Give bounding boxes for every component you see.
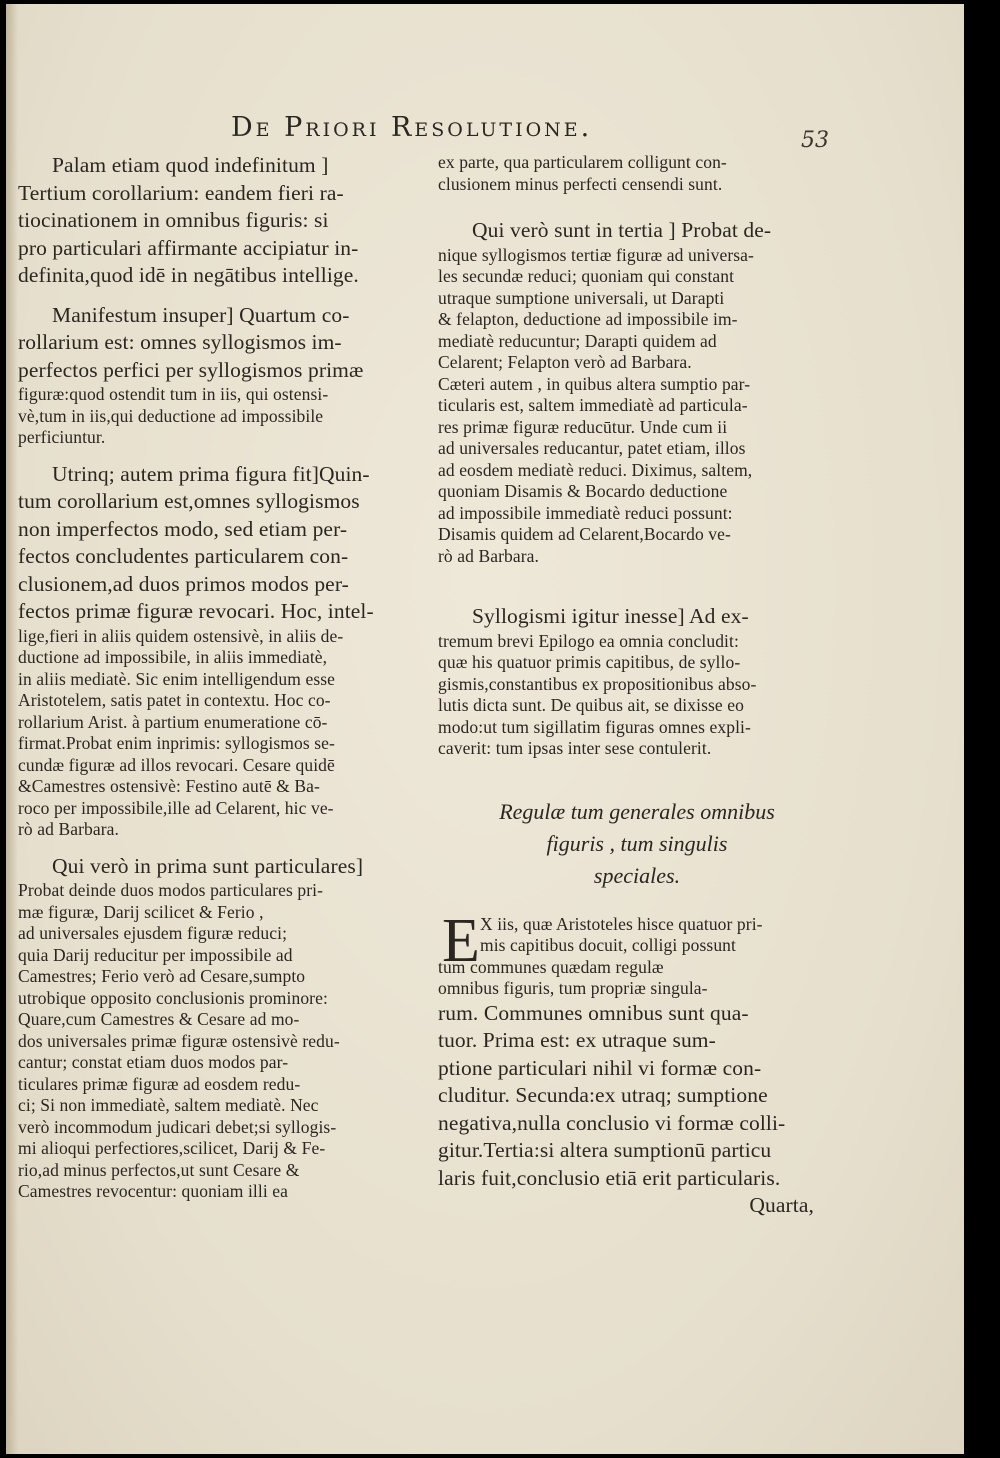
text-line: tiocinationem in omnibus figuris: si xyxy=(18,208,329,232)
text-line: ex parte, qua particularem colligunt con- xyxy=(438,152,727,172)
text-line: tuor. Prima est: ex utraque sum- xyxy=(438,1028,716,1052)
text-line: pro particulari affirmante accipiatur in- xyxy=(18,235,359,260)
text-line: non imperfectos modo, sed etiam per- xyxy=(18,516,348,541)
text-line: Camestres revocentur: quoniam illi ea xyxy=(18,1181,289,1201)
text-line: roco per impossibile,ille ad Celarent, hic ve- xyxy=(18,797,334,818)
paragraph-continuation xyxy=(438,152,836,195)
paragraph-third-figure xyxy=(438,217,836,567)
text-line: cundæ figuræ ad illos revocari. Cesare quidē xyxy=(18,754,335,775)
text-line: Disamis quidem ad Celarent,Bocardo ve- xyxy=(438,524,731,544)
heading-line: figuris , tum singulis xyxy=(546,830,728,856)
text-line: utraque sumptione universali, ut Darapti xyxy=(438,287,725,308)
text-line: mediatè reducuntur; Darapti quidem ad xyxy=(438,330,717,351)
text-line: ad eosdem mediatè reduci. Diximus, saltem, xyxy=(438,459,753,480)
text-line: perficiuntur. xyxy=(18,427,106,447)
text-line: Probat deinde duos modos particulares pri- xyxy=(18,880,324,900)
text-line: clusionem minus perfecti censendi sunt. xyxy=(438,173,723,194)
book-page xyxy=(6,4,964,1454)
text-line: X iis, quæ Aristoteles hisce quatuor pri- xyxy=(480,913,763,934)
text-line: omnibus figuris, tum propriæ singula- xyxy=(438,978,708,998)
heading-line: Regulæ tum generales omnibus xyxy=(499,798,775,824)
text-line: Quare,cum Camestres & Cesare ad mo- xyxy=(18,1009,300,1029)
section-heading xyxy=(438,796,836,892)
text-line: rollarium Arist. à partium enumeratione cō- xyxy=(18,711,328,732)
text-line: caverit: tum ipsas inter sese contulerit. xyxy=(438,738,712,758)
text-line: mi alioqui perfectiores,scilicet, Darij & Fe- xyxy=(18,1138,326,1158)
right-column xyxy=(438,152,836,1220)
page-gutter-shadow xyxy=(6,4,18,1454)
text-line: gitur.Tertia:si altera sumptionū particu xyxy=(438,1138,772,1162)
text-line: quoniam Disamis & Bocardo deductione xyxy=(438,481,728,501)
text-line: perfectos perfici per syllogismos primæ xyxy=(18,357,364,382)
text-line: tremum brevi Epilogo ea omnia concludit: xyxy=(438,630,739,651)
paragraph-rules xyxy=(438,906,836,1220)
text-line: & felapton, deductione ad impossibile im- xyxy=(438,309,738,329)
text-line: Cæteri autem , in quibus altera sumptio par- xyxy=(438,373,751,394)
text-line: dos universales primæ figuræ ostensivè redu- xyxy=(18,1030,340,1051)
text-line: clusionem,ad duos primos modos per- xyxy=(18,571,349,596)
text-line: firmat.Probat enim inprimis: syllogismos se- xyxy=(18,733,335,753)
text-line: rollarium est: omnes syllogismos im- xyxy=(18,330,342,354)
text-line: ductione ad impossibile, in aliis immediatè, xyxy=(18,647,328,667)
paragraph-particular-modes xyxy=(18,853,420,1203)
text-line: Syllogismi igitur inesse] Ad ex- xyxy=(472,604,749,628)
text-line: nique syllogismos tertiæ figuræ ad universa- xyxy=(438,244,754,265)
text-line: Camestres; Ferio verò ad Cesare,sumpto xyxy=(18,966,306,986)
catchword: Quarta, xyxy=(749,1193,814,1217)
drop-cap-initial: E xyxy=(442,906,480,975)
text-line: cantur; constat etiam duos modos par- xyxy=(18,1052,289,1072)
text-line: definita,quod idē in negātibus intellige. xyxy=(18,263,359,287)
text-line: negativa,nulla conclusio vi formæ colli- xyxy=(438,1110,786,1135)
text-line: ci; Si non immediatè, saltem mediatè. Nec xyxy=(18,1095,319,1115)
text-line: quia Darij reducitur per impossibile ad xyxy=(18,944,293,965)
text-line: modo:ut tum sigillatim figuras omnes expli- xyxy=(438,716,751,737)
text-line: ticularis est, saltem immediatè ad particula- xyxy=(438,395,748,415)
text-line: mis capitibus docuit, colligi possunt xyxy=(480,935,736,955)
text-line: Celarent; Felapton verò ad Barbara. xyxy=(438,352,692,372)
text-line: tum communes quædam regulæ xyxy=(438,956,664,977)
text-line: ad universales reducantur, patet etiam, illos xyxy=(438,438,746,458)
text-line: rio,ad minus perfectos,ut sunt Cesare & xyxy=(18,1159,300,1180)
text-line: ticulares primæ figuræ ad eosdem redu- xyxy=(18,1073,301,1094)
text-line: Qui verò in prima sunt particulares] xyxy=(52,853,364,878)
text-line: laris fuit,conclusio etiā erit particularis. xyxy=(438,1165,781,1190)
text-line: figuræ:quod ostendit tum in iis, qui ostensi- xyxy=(18,384,329,404)
text-line: verò incommodum judicari debet;si syllogis- xyxy=(18,1116,337,1137)
text-line: fectos primæ figuræ revocari. Hoc, intel- xyxy=(18,599,374,623)
text-line: res primæ figuræ reducūtur. Unde cum ii xyxy=(438,416,728,437)
paragraph-corollary-five xyxy=(18,461,420,841)
left-column xyxy=(18,152,420,1203)
text-line: tum corollarium est,omnes syllogismos xyxy=(18,489,360,513)
paragraph-corollary-four xyxy=(18,302,420,449)
text-line: in aliis mediatè. Sic enim intelligendum esse xyxy=(18,668,336,689)
text-line: gismis,constantibus ex propositionibus abso- xyxy=(438,673,757,694)
text-line: rò ad Barbara. xyxy=(438,545,539,566)
text-line: &Camestres ostensivè: Festino autē & Ba- xyxy=(18,776,320,796)
text-line: Palam etiam quod indefinitum ] xyxy=(52,153,329,177)
text-line: lige,fieri in aliis quidem ostensivè, in aliis de- xyxy=(18,625,344,646)
text-line: mæ figuræ, Darij scilicet & Ferio , xyxy=(18,901,264,922)
text-line: vè,tum in iis,qui deductione ad impossibile xyxy=(18,405,324,426)
text-line: lutis dicta sunt. De quibus ait, se dixisse eo xyxy=(438,695,744,715)
text-line: Utrinq; autem prima figura fit]Quin- xyxy=(52,461,370,486)
heading-line: speciales. xyxy=(593,862,681,888)
text-line: Tertium corollarium: eandem fieri ra- xyxy=(18,180,344,205)
text-line: les secundæ reduci; quoniam qui constant xyxy=(438,266,735,286)
text-line: Qui verò sunt in tertia ] Probat de- xyxy=(472,218,772,242)
text-line: Aristotelem, satis patet in contextu. Hoc co- xyxy=(18,690,331,710)
page-number: 53 xyxy=(801,128,829,153)
text-line: quæ his quatuor primis capitibus, de syllo- xyxy=(438,652,741,672)
text-line: ad universales ejusdem figuræ reduci; xyxy=(18,923,288,943)
text-line: utrobique opposito conclusionis prominore: xyxy=(18,987,328,1008)
text-line: fectos concludentes particularem con- xyxy=(18,544,349,568)
text-line: ad impossibile immediatè reduci possunt: xyxy=(438,502,733,523)
text-line: rum. Communes omnibus sunt qua- xyxy=(438,1000,749,1025)
text-line: cluditur. Secunda:ex utraq; sumptione xyxy=(438,1083,768,1107)
paragraph-corollary-three xyxy=(18,152,420,290)
running-head: De Priori Resolutione. xyxy=(231,112,593,143)
text-line: rò ad Barbara. xyxy=(18,819,119,839)
paragraph-epilogue xyxy=(438,603,836,760)
text-line: Manifestum insuper] Quartum co- xyxy=(52,302,350,327)
text-line: ptione particulari nihil vi formæ con- xyxy=(438,1055,762,1080)
